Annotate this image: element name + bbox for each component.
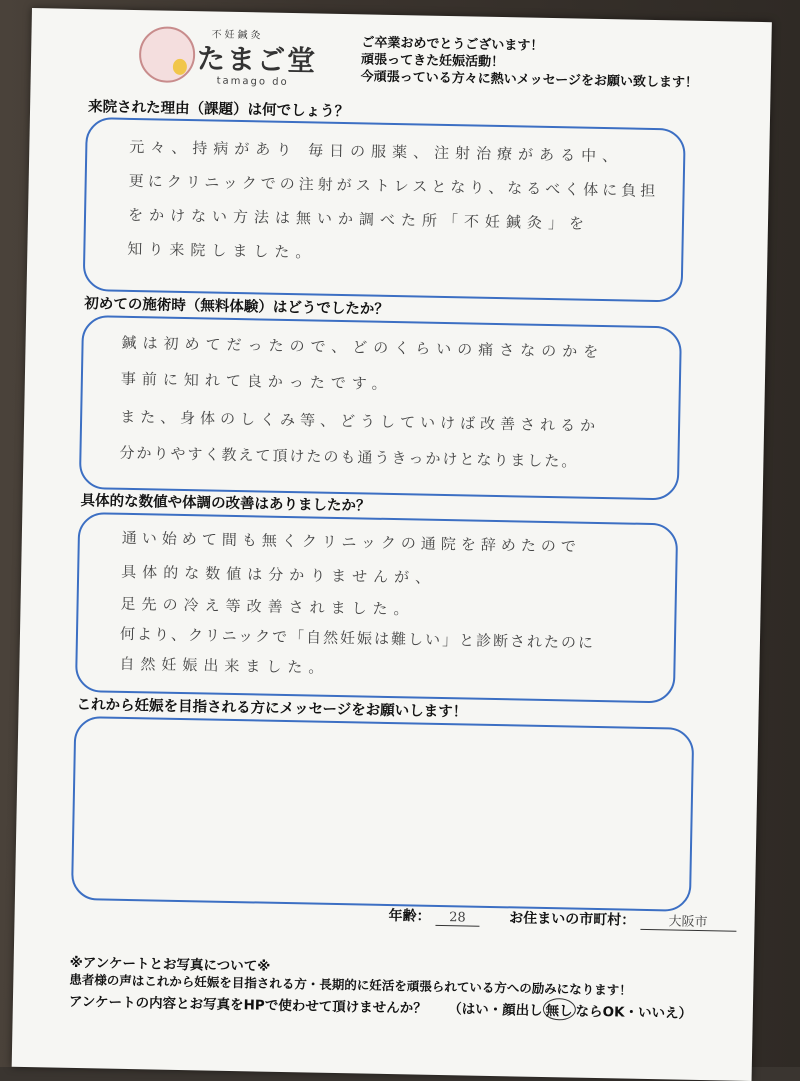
question-2: 初めての施術時（無料体験）はどうでしたか？: [84, 296, 389, 318]
answer-line: 分かりやすく教えて頂けたのも通うきっかけとなりました。: [119, 443, 579, 471]
question-3: 具体的な数値や体調の改善はありましたか？: [80, 493, 371, 515]
notes-heading: ※アンケートとお写真について※: [69, 954, 271, 975]
answer-line: 具体的な数値は分かりませんが、: [121, 562, 437, 587]
answer-line: 自然妊娠出来ました。: [119, 654, 330, 677]
answer-line: 元々、持病があり 毎日の服薬、注射治療がある中、: [129, 137, 624, 166]
header-line: ご卒業おめでとうございます！: [361, 35, 544, 54]
answer-line: 通い始めて間も無くクリニックの通院を辞めたので: [121, 528, 582, 556]
answer-box-2: [79, 315, 682, 500]
city-label: お住まいの市町村：: [509, 910, 636, 929]
header-line: 今頑張っている方々に熱いメッセージをお願い致します！: [360, 69, 699, 91]
logo-romaji: tamago do: [216, 75, 289, 88]
consent-question: アンケートの内容とお写真をHPで使わせて頂けませんか？: [68, 993, 427, 1017]
answer-box-4: [71, 716, 694, 912]
answer-line: また、身体のしくみ等、どうしていけば改善されるか: [119, 407, 601, 435]
city-value: 大阪市: [640, 910, 736, 932]
consent-circled-option: 無し: [542, 998, 575, 1021]
header-message: [361, 34, 762, 93]
header-line: 頑張ってきた妊娠活動！: [360, 52, 505, 71]
answer-box-3: [75, 512, 678, 703]
question-4: これから妊娠を目指される方にメッセージをお願いします！: [76, 696, 468, 721]
answer-line: をかけない方法は無いか調べた所「不妊鍼灸」を: [127, 205, 591, 233]
answer-box-1: [83, 117, 686, 302]
questionnaire-sheet: [12, 8, 772, 1081]
age-label: 年齢：: [388, 908, 431, 925]
consent-options-close: ならOK・いいえ）: [575, 1003, 693, 1022]
question-1: 来院された理由（課題）は何でしょう？: [87, 99, 350, 121]
logo-name: たまご堂: [196, 42, 318, 78]
answer-line: 事前に知れて良かったです。: [120, 369, 393, 393]
answer-line: 知り来院しました。: [127, 239, 317, 262]
logo-subtitle: 不妊鍼灸: [211, 29, 264, 42]
answer-line: 足先の冷え等改善されました。: [120, 594, 415, 619]
clinic-logo: [138, 22, 329, 96]
answer-line: 何より、クリニックで「自然妊娠は難しい」と診断されたのに: [119, 624, 596, 652]
mother-face-icon: [139, 26, 196, 83]
age-value: 28: [435, 910, 479, 927]
consent-options-open: （はい・顔出し: [448, 1001, 543, 1019]
answer-line: 更にクリニックでの注射がストレスとなり、なるべく体に負担: [128, 171, 660, 201]
age-city-row: [388, 905, 736, 932]
notes-line: 患者様の声はこれから妊娠を目指される方・長期的に妊活を頑張られている方への励みになります！: [69, 971, 632, 998]
answer-line: 鍼は初めてだったので、どのくらいの痛さなのかを: [121, 333, 605, 362]
